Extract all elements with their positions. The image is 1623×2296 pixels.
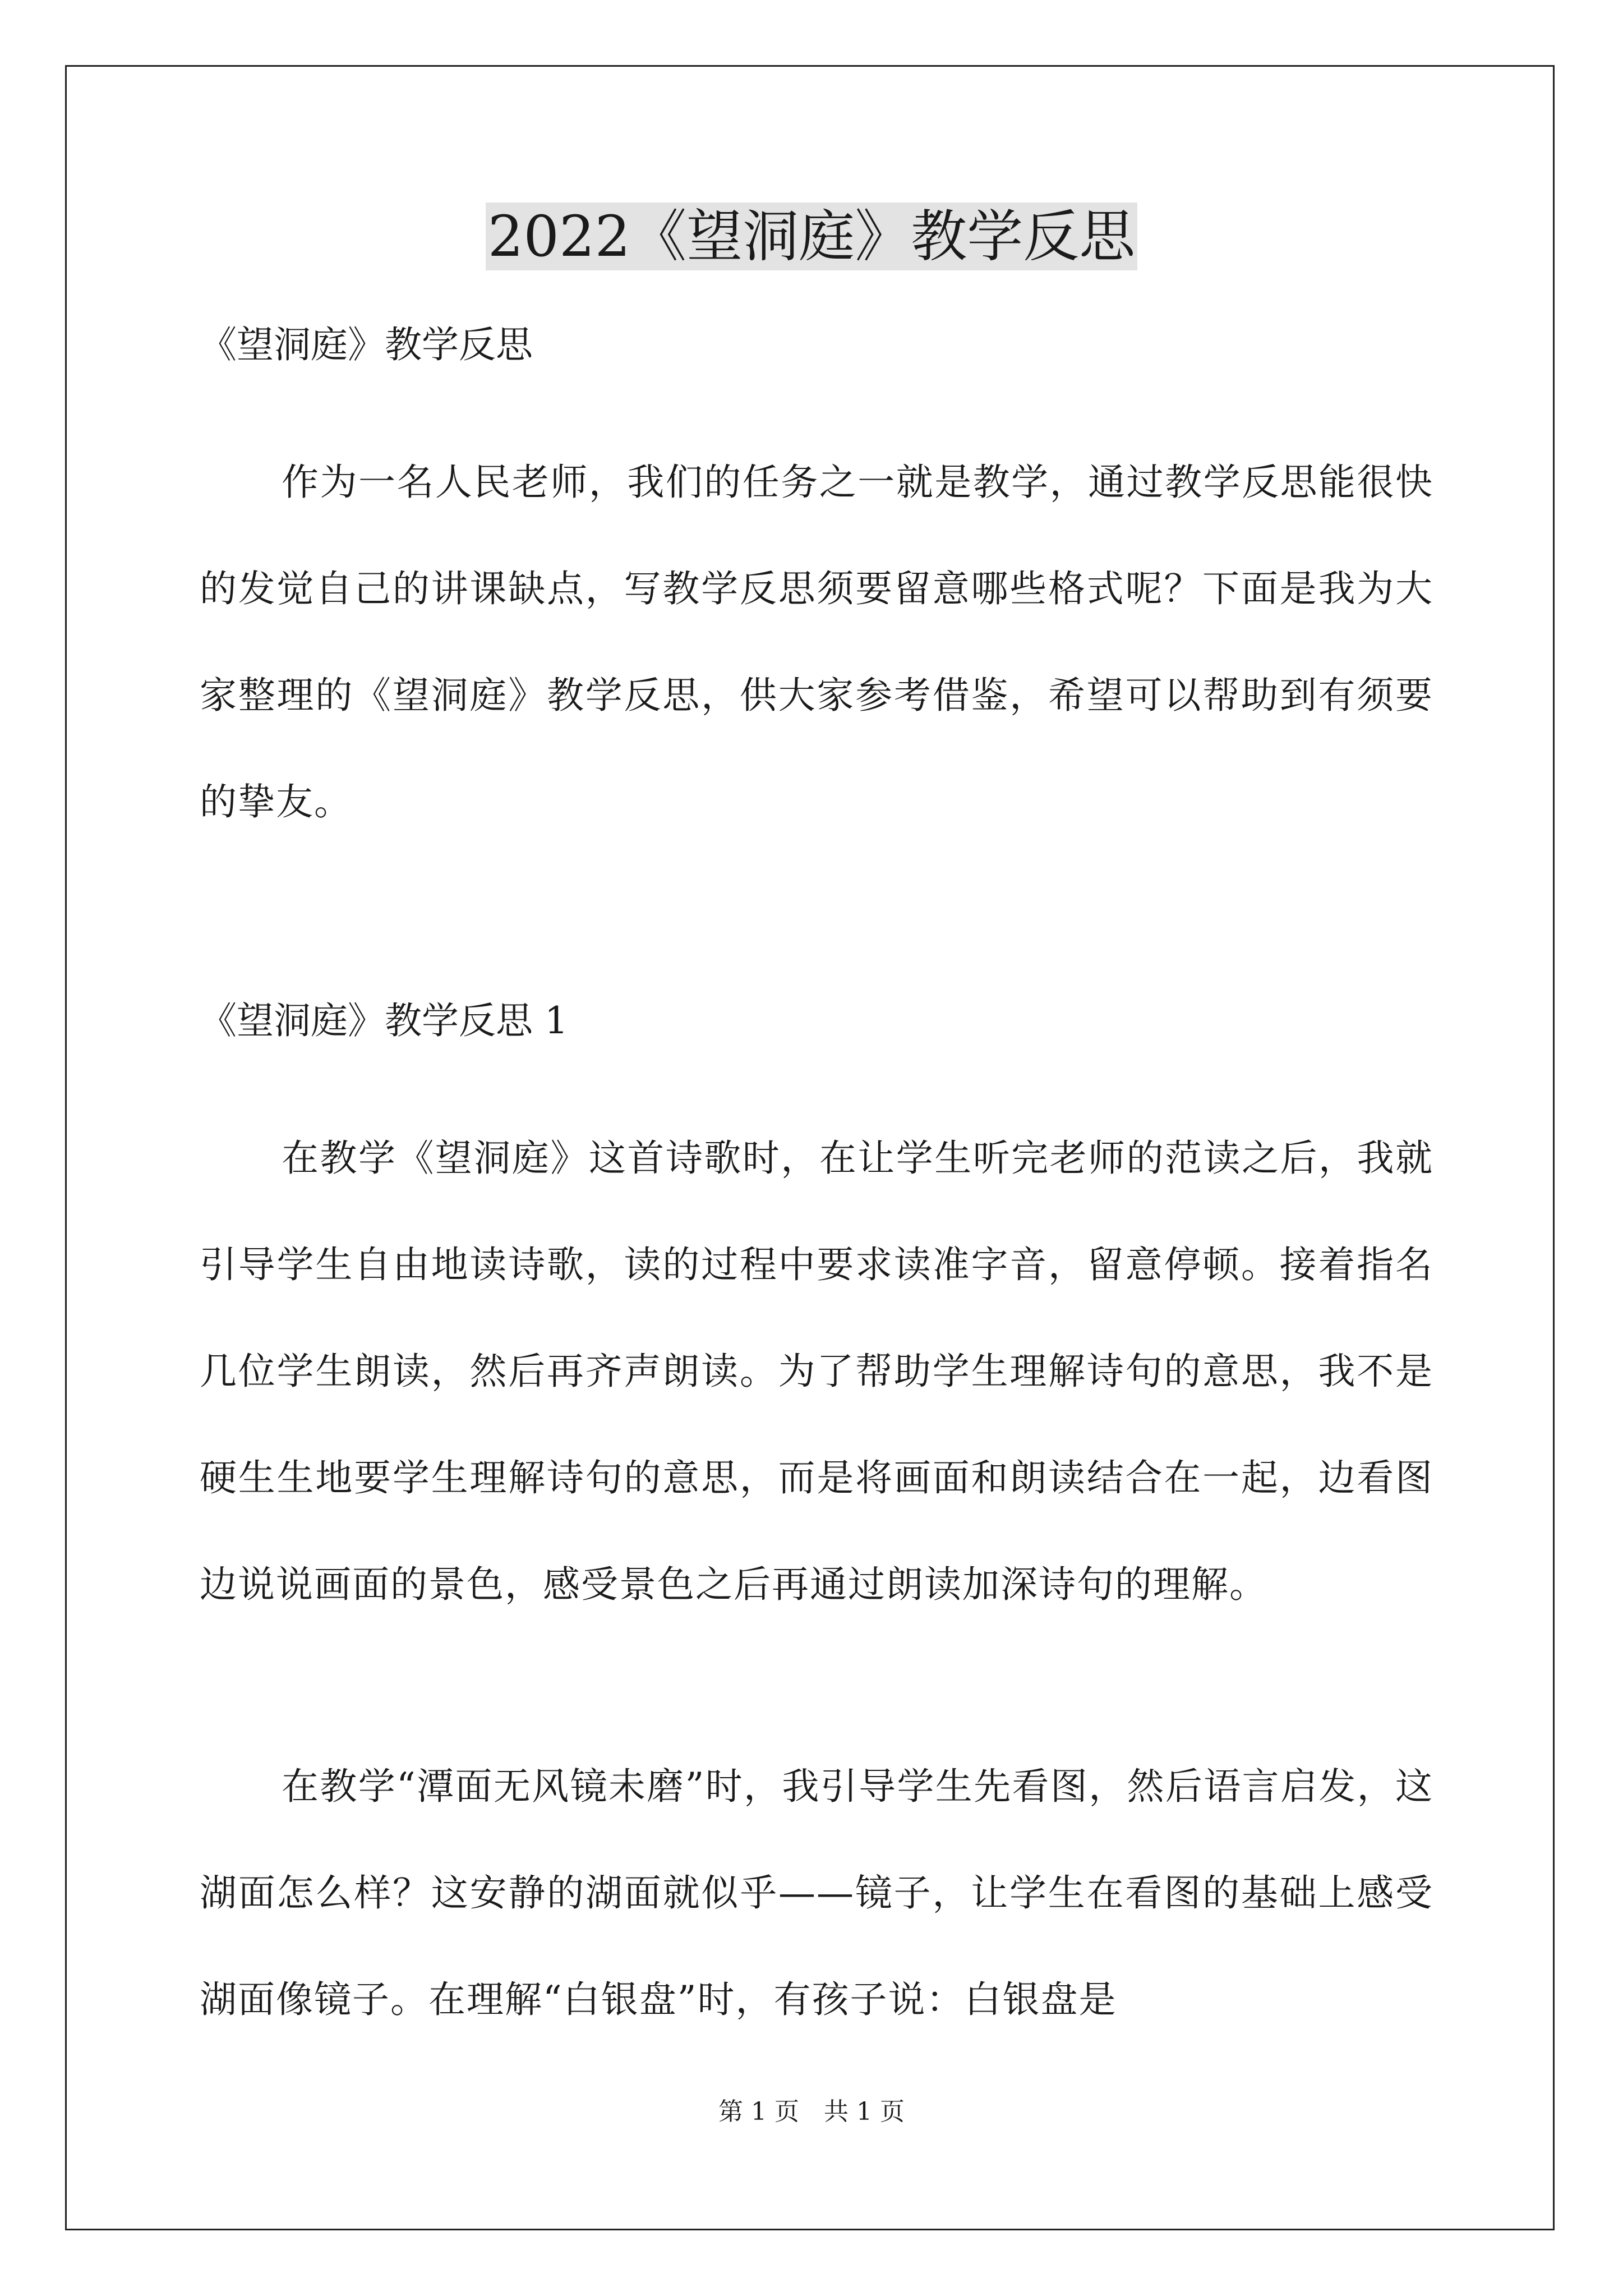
section-1-heading: 《望洞庭》教学反思 1 (200, 999, 568, 1042)
intro-heading: 《望洞庭》教学反思 (200, 323, 533, 366)
section-1-paragraph-2: 在教学“潭面无风镜未磨”时，我引导学生先看图，然后语言启发，这湖面怎么样？这安静的湖面就似乎——镜子，让学生在看图的基础上感受湖面像镜子。在理解“白银盘”时，有孩子说：白银盘是 (200, 1765, 1433, 2021)
document-title-text: 2022《望洞庭》教学反思 (486, 203, 1138, 270)
intro-paragraph: 作为一名人民老师，我们的任务之一就是教学，通过教学反思能很快的发觉自己的讲课缺点，写教学反思须要留意哪些格式呢？下面是我为大家整理的《望洞庭》教学反思，供大家参考借鉴，希望可以帮助到有须要的挚友。 (200, 461, 1433, 823)
document-title (0, 197, 1623, 276)
section-1-paragraph-1: 在教学《望洞庭》这首诗歌时，在让学生听完老师的范读之后，我就引导学生自由地读诗歌，读的过程中要求读准字音，留意停顿。接着指名几位学生朗读，然后再齐声朗读。为了帮助学生理解诗句的意思，我不是硬生生地要学生理解诗句的意思，而是将画面和朗读结合在一起，边看图边说说画面的景色，感受景色之后再通过朗读加深诗句的理解。 (200, 1137, 1433, 1606)
page-number-footer: 第 1 页 共 1 页 (718, 2097, 905, 2126)
